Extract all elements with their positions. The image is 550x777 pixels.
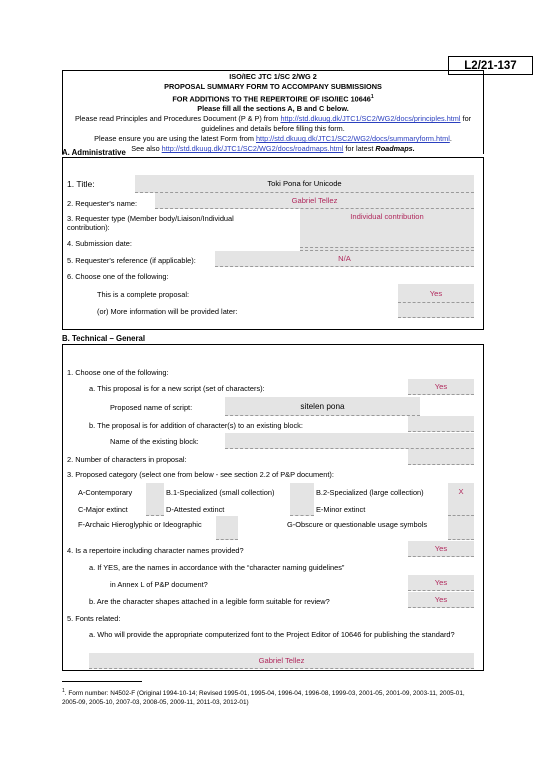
category-g-label: G-Obscure or questionable usage symbols	[287, 520, 428, 529]
category-a-label: A-Contemporary	[78, 488, 133, 497]
block-name-label: Name of the existing block:	[110, 437, 199, 446]
submission-date-label: 4. Submission date:	[67, 239, 132, 248]
category-b1-checkbox[interactable]	[290, 483, 314, 501]
header-line-4: Please fill all the sections A, B and C below.	[197, 104, 349, 114]
header-line-3: FOR ADDITIONS TO THE REPERTOIRE OF ISO/IEC 10646$^1$	[172, 94, 374, 104]
category-c-checkbox[interactable]	[146, 500, 164, 516]
category-e-label: E-Minor extinct	[316, 505, 366, 514]
names-provided-field[interactable]: Yes	[408, 541, 474, 557]
requester-name-field[interactable]: Gabriel Tellez	[155, 193, 474, 209]
category-d-label: D-Attested extinct	[166, 505, 225, 514]
q4b-label: b. Are the character shapes attached in a legible form suitable for review?	[89, 597, 330, 606]
header-line-8: See also http://std.dkuug.dk/JTC1/SC2/WG2/docs/roadmaps.html for latest Roadmaps.	[131, 144, 415, 154]
category-c-label: C-Major extinct	[78, 505, 128, 514]
category-b2-label: B.2-Specialized (large collection)	[316, 488, 424, 497]
q1a-label: a. This proposal is for a new script (set of characters):	[89, 384, 265, 393]
reference-field[interactable]: N/A	[215, 251, 474, 267]
header-line-2: PROPOSAL SUMMARY FORM TO ACCOMPANY SUBMISSIONS	[164, 82, 382, 91]
category-f-label: F-Archaic Hieroglyphic or Ideographic	[78, 520, 202, 529]
section-a-title: A. Administrative	[62, 148, 126, 157]
category-g-checkbox[interactable]	[448, 516, 474, 540]
q2-label: 2. Number of characters in proposal:	[67, 455, 187, 464]
q1-label: 1. Choose one of the following:	[67, 368, 169, 377]
summaryform-link[interactable]: http://std.dkuug.dk/JTC1/SC2/WG2/docs/summaryform.html	[255, 134, 450, 144]
footnote: $^1$. Form number: N4502-F (Original 1994-10-14; Revised 1995-01, 1995-04, 1996-04, 1996-08, 1999-03, 2001-05, 2001-09, 2003-11, 2005-01, 2005-09, 2005-10, 2007-03, 2008-05, 2009-11, 2011-03, 2012-01)	[62, 688, 465, 707]
shapes-attached-field[interactable]: Yes	[408, 592, 474, 608]
requester-type-field[interactable]: Individual contribution	[300, 209, 474, 251]
title-label: 1. Title:	[67, 179, 95, 189]
character-count-field[interactable]	[408, 449, 474, 465]
q4a-label-2: in Annex L of P&P document?	[110, 580, 208, 589]
form-header	[62, 70, 484, 154]
requester-name-label: 2. Requester's name:	[67, 199, 138, 208]
header-line-5: Please read Principles and Procedures Document (P & P) from http://std.dkuug.dk/JTC1/SC2/WG2/docs/principles.html for	[74, 114, 472, 124]
q5a-label: a. Who will provide the appropriate computerized font to the Project Editor of 10646 for publishing the standard?	[89, 630, 455, 639]
script-name-label: Proposed name of script:	[110, 403, 193, 412]
roadmaps-link[interactable]: http://std.dkuug.dk/JTC1/SC2/WG2/docs/roadmaps.html	[161, 144, 344, 154]
block-name-field[interactable]	[225, 433, 474, 449]
category-f-checkbox[interactable]	[216, 516, 238, 540]
more-info-label: (or) More information will be provided later:	[97, 307, 238, 316]
existing-block-field[interactable]	[408, 416, 474, 432]
footnote-separator	[62, 681, 142, 682]
header-line-7: Please ensure you are using the latest Form from http://std.dkuug.dk/JTC1/SC2/WG2/docs/summaryform.html.	[94, 134, 452, 144]
category-d-checkbox[interactable]	[290, 500, 314, 516]
choose-label: 6. Choose one of the following:	[67, 272, 169, 281]
title-field[interactable]: Toki Pona for Unicode	[135, 175, 474, 193]
header-line-1: ISO/IEC JTC 1/SC 2/WG 2	[229, 72, 317, 81]
q4a-label: a. If YES, are the names in accordance with the “character naming guidelines”	[89, 563, 345, 572]
q4-label: 4. Is a repertoire including character names provided?	[67, 546, 244, 555]
document-number: L2/21-137	[448, 56, 533, 75]
footnote-number: 1	[62, 688, 65, 694]
font-provider-field[interactable]: Gabriel Tellez	[89, 653, 474, 669]
header-line-6: guidelines and details before filling this form.	[201, 124, 345, 134]
complete-proposal-field[interactable]: Yes	[398, 284, 474, 303]
new-script-field[interactable]: Yes	[408, 379, 474, 395]
naming-guidelines-field[interactable]: Yes	[408, 575, 474, 591]
requester-type-label: 3. Requester type (Member body/Liaison/Individual contribution):	[67, 214, 234, 232]
q5-label: 5. Fonts related:	[67, 614, 121, 623]
category-e-checkbox[interactable]	[448, 500, 474, 516]
submission-date-field[interactable]	[300, 247, 474, 248]
q1b-label: b. The proposal is for addition of character(s) to an existing block:	[89, 421, 303, 430]
section-b-title: B. Technical – General	[62, 334, 146, 343]
script-name-field[interactable]: sitelen pona	[225, 397, 420, 416]
footnote-mark[interactable]: 1	[370, 94, 374, 100]
category-a-checkbox[interactable]	[146, 483, 164, 501]
complete-proposal-label: This is a complete proposal:	[97, 290, 190, 299]
q3-label: 3. Proposed category (select one from below - see section 2.2 of P&P document):	[67, 470, 334, 479]
category-b1-label: B.1-Specialized (small collection)	[166, 488, 275, 497]
reference-label: 5. Requester's reference (if applicable):	[67, 256, 196, 265]
principles-link[interactable]: http://std.dkuug.dk/JTC1/SC2/WG2/docs/principles.html	[280, 114, 461, 124]
more-info-field[interactable]	[398, 303, 474, 318]
category-b2-checkbox[interactable]: X	[448, 483, 474, 501]
